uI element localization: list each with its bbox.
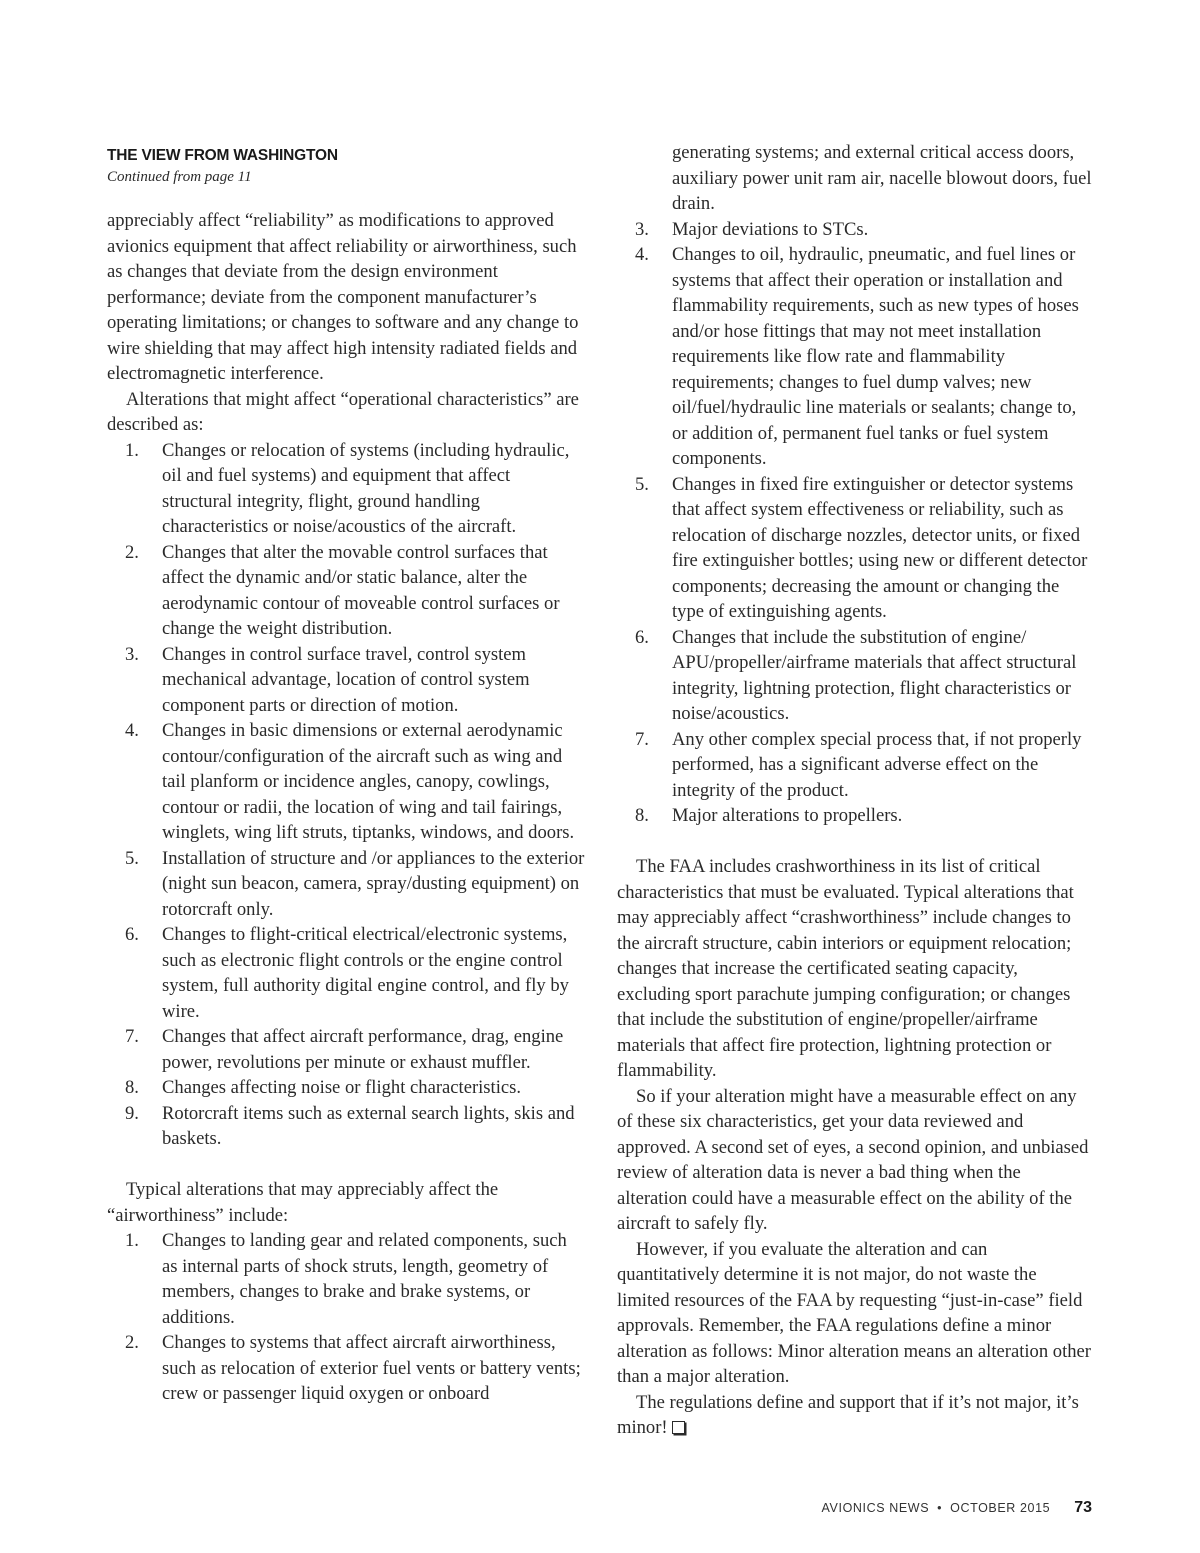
- paragraph-spacer: [617, 829, 1092, 855]
- list-item: [107, 1024, 585, 1075]
- paragraph-spacer: [107, 1152, 585, 1178]
- page-footer: [822, 1499, 1092, 1517]
- closing-paragraph: [617, 1390, 1092, 1441]
- right-column: [617, 140, 1092, 1441]
- continued-from-note: Continued from page 11: [107, 169, 252, 185]
- list-item-text: Changes that alter the movable control surfaces that affect the dynamic and/or static balance, alter the aerodynamic contour of moveable control surfaces or change the weight distribution.: [162, 541, 560, 639]
- list-item-number: 1.: [125, 1230, 139, 1251]
- list-item-text: Changes in control surface travel, control system mechanical advantage, location of control system component parts or direction of motion.: [162, 643, 530, 716]
- minor-alteration-paragraph: However, if you evaluate the alteration and can quantitatively determine it is not major, do not waste the limited resources of the FAA by requesting “just-in-case” field approvals. Remember, the FAA regulations define a minor alteration as follows: Minor alteration means an alteration other than a major alteration.: [617, 1238, 1091, 1387]
- list-item: [107, 642, 585, 719]
- list-item: [107, 1101, 585, 1152]
- list-item: [617, 217, 1092, 243]
- list-item-continuation: generating systems; and external critical access doors, auxiliary power unit ram air, nacelle blowout doors, fuel drain.: [672, 142, 1092, 214]
- airworthiness-list: [107, 1228, 585, 1407]
- list-item: [617, 625, 1092, 727]
- crashworthiness-paragraph: The FAA includes crashworthiness in its list of critical characteristics that must be evaluated. Typical alterations that may appreciably affect “crashworthiness” include changes to the aircraft structure, cabin interiors or equipment relocation; changes that increase the certificated seating capacity, excluding sport parachute jumping configuration; or changes that include the substitution of engine/propeller/airframe materials that affect fire protection, lightning protection or flammability.: [617, 856, 1074, 1081]
- measurable-effect-paragraph: So if your alteration might have a measurable effect on any of these six characteristics, get your data reviewed and approved. A second set of eyes, a second opinion, and unbiased review of alteration data is never a bad thing when the alteration could have a measurable effect on the ability of the aircraft to safely fly.: [617, 1085, 1089, 1234]
- list-item-number: 4.: [125, 720, 139, 741]
- list-item: [107, 1228, 585, 1330]
- list-item: [107, 846, 585, 923]
- list-item-text: Changes in basic dimensions or external aerodynamic contour/configuration of the aircraft such as wing and tail planform or incidence angles, canopy, cowlings, contour or radii, the location of wing and tail fairings, winglets, wing lift struts, tiptanks, windows, and doors.: [162, 720, 575, 843]
- list-item-text: Changes to systems that affect aircraft airworthiness, such as relocation of exterior fuel vents or battery vents; crew or passenger liquid oxygen or onboard: [162, 1332, 581, 1404]
- list-item-text: Changes that affect aircraft performance, drag, engine power, revolutions per minute or exhaust muffler.: [162, 1026, 564, 1073]
- airworthiness-intro-paragraph: Typical alterations that may appreciably affect the “airworthiness” include:: [107, 1179, 499, 1226]
- list-item-number: 1.: [125, 439, 139, 461]
- list-item: [617, 242, 1092, 472]
- operational-intro-paragraph: Alterations that might affect “operational characteristics” are described as:: [107, 388, 579, 435]
- list-item-text: Rotorcraft items such as external search lights, skis and baskets.: [162, 1102, 575, 1149]
- list-item-text: Changes affecting noise or flight characteristics.: [162, 1077, 522, 1098]
- list-item: [107, 1330, 585, 1407]
- list-item: [617, 727, 1092, 804]
- list-item-number: 5.: [125, 847, 139, 869]
- list-item-text: Major deviations to STCs.: [672, 218, 869, 240]
- list-item-number: 6.: [635, 626, 649, 648]
- list-item: [107, 922, 585, 1024]
- list-item-text: Changes to landing gear and related components, such as internal parts of shock struts, length, geometry of members, changes to brake and brake systems, or additions.: [162, 1230, 567, 1328]
- list-item-text: Major alterations to propellers.: [672, 805, 903, 826]
- list-item: [107, 438, 585, 540]
- list-item-number: 8.: [125, 1077, 139, 1098]
- list-item-number: 4.: [635, 244, 649, 265]
- issue-date: OCTOBER 2015: [950, 1501, 1051, 1515]
- list-item-number: 3.: [125, 643, 139, 665]
- operational-characteristics-list: [107, 438, 585, 1152]
- list-item-text: Changes in fixed fire extinguisher or detector systems that affect system effectiveness or reliability, such as relocation of discharge nozzles, detector units, or fixed fire extinguisher bottles; using new or different detector components; decreasing the amount or changing the type of extinguishing agents.: [672, 473, 1088, 622]
- list-item-text: Any other complex special process that, if not properly performed, has a significant adverse effect on the integrity of the product.: [672, 728, 1082, 801]
- list-item: [107, 718, 585, 846]
- section-title: THE VIEW FROM WASHINGTON: [107, 147, 338, 164]
- publication-name: AVIONICS NEWS: [821, 1501, 930, 1515]
- list-item-number: 2.: [125, 541, 139, 563]
- page-number: 73: [1074, 1499, 1092, 1516]
- list-item-number: 9.: [125, 1102, 139, 1124]
- airworthiness-list-continued: [617, 217, 1092, 829]
- list-item-number: 8.: [635, 805, 649, 826]
- closing-text: The regulations define and support that if it’s not major, it’s minor!: [617, 1391, 1079, 1438]
- list-item-number: 3.: [635, 218, 649, 240]
- list-item-number: 2.: [125, 1332, 139, 1353]
- left-column: [107, 140, 585, 1407]
- list-item-text: Installation of structure and /or appliances to the exterior (night sun beacon, camera, spray/dusting equipment) on rotorcraft only.: [162, 847, 585, 920]
- end-of-article-box-icon: [672, 1421, 685, 1434]
- list-item: [617, 472, 1092, 625]
- list-item-number: 5.: [635, 473, 649, 495]
- list-item-text: Changes to oil, hydraulic, pneumatic, and fuel lines or systems that affect their operation or installation and flammability requirements, such as new types of hoses and/or hose fittings that may not meet installation requirements like flow rate and flammability requirements; changes to fuel dump valves; new oil/fuel/hydraulic line materials or sealants; change to, or addition of, permanent fuel tanks or fuel system components.: [672, 244, 1079, 469]
- list-item-text: Changes that include the substitution of engine/ APU/propeller/airframe materials that affect structural integrity, lightning protection, flight characteristics or noise/acoustics.: [672, 626, 1077, 724]
- list-item-number: 7.: [125, 1026, 139, 1047]
- footer-separator: •: [937, 1501, 943, 1515]
- list-item-text: Changes or relocation of systems (including hydraulic, oil and fuel systems) and equipment that affect structural integrity, flight, ground handling characteristics or noise/acoustics of the aircraft.: [162, 439, 570, 537]
- list-item-number: 7.: [635, 728, 649, 750]
- list-item-number: 6.: [125, 924, 139, 945]
- list-item: [107, 540, 585, 642]
- intro-paragraph: appreciably affect “reliability” as modifications to approved avionics equipment that affect reliability or airworthiness, such as changes that deviate from the design environment performance; deviate from the component manufacturer’s operating limitations; or changes to software and any change to wire shielding that may affect high intensity radiated fields and electromagnetic interference.: [107, 210, 579, 384]
- list-item: [107, 1075, 585, 1101]
- list-item: [617, 803, 1092, 829]
- list-item-text: Changes to flight-critical electrical/electronic systems, such as electronic flight controls or the engine control system, full authority digital engine control, and fly by wire.: [162, 924, 569, 1022]
